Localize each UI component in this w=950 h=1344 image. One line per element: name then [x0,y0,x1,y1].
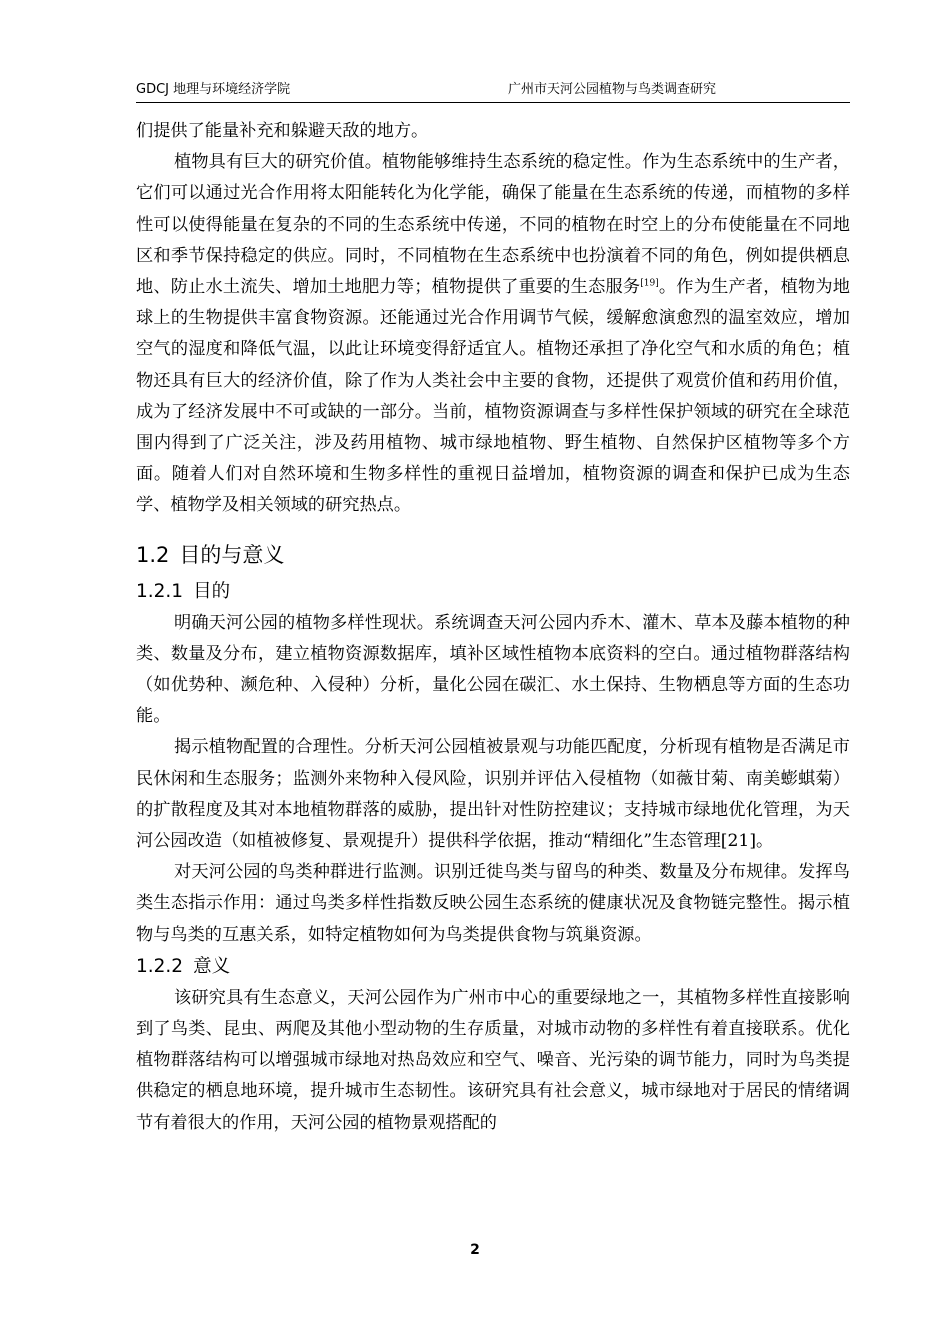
citation-ref: [19] [640,278,659,289]
section-title: 目的与意义 [179,542,285,567]
page-number: 2 [470,1242,480,1258]
subsection-number: 1.2.2 [136,955,184,977]
paragraph-significance: 该研究具有生态意义，天河公园作为广州市中心的重要绿地之一，其植物多样性直接影响到了鸟类、昆虫、两爬及其他小型动物的生存质量，对城市动物的多样性有着直接联系。优化植物群落结构可以增强城市绿地对热岛效应和空气、噪音、光污染的调节能力，同时为鸟类提供稳定的栖息地环境，提升城市生态韧性。该研究具有社会意义，城市绿地对于居民的情绪调节有着很大的作用，天河公园的植物景观搭配的 [136,987,850,1133]
paragraph-plant-configuration: 揭示植物配置的合理性。分析天河公园植被景观与功能匹配度，分析现有植物是否满足市民休闲和生态服务；监测外来物种入侵风险，识别并评估入侵植物（如薇甘菊、南美蟛蜞菊）的扩散程度及其对本地植物群落的威胁，提出针对性防控建议；支持城市绿地优化管理，为天河公园改造（如植被修复、景观提升）提供科学依据，推动“精细化”生态管理[21]。 [136,737,850,852]
subsection-title: 意义 [193,955,231,977]
header-school: GDCJ 地理与环境经济学院 [136,82,291,97]
paragraph-plant-research-value [136,147,850,521]
page-header [136,76,850,103]
paragraph-continuation: 们提供了能量补充和躲避天敌的地方。 [136,121,429,141]
paragraph-text: 。作为生产者，植物为地球上的生物提供丰富食物资源。还能通过光合作用调节气候，缓解愈演愈烈的温室效应，增加空气的湿度和降低气温，以此让环境变得舒适宜人。植物还承担了净化空气和水质的角色；植物还具有巨大的经济价值，除了作为人类社会中主要的食物，还提供了观赏价值和药用价值，成为了经济发展中不可或缺的一部分。当前，植物资源调查与多样性保护领域的研究在全球范围内得到了广泛关注，涉及药用植物、城市绿地植物、野生植物、自然保护区植物等多个方面。随着人们对自然环境和生物多样性的重视日益增加，植物资源的调查和保护已成为生态学、植物学及相关领域的研究热点。 [136,277,850,516]
document-body [136,116,850,1139]
subsection-heading-purpose [136,576,850,608]
paragraph-bird-monitoring: 对天河公园的鸟类种群进行监测。识别迁徙鸟类与留鸟的种类、数量及分布规律。发挥鸟类生态指示作用：通过鸟类多样性指数反映公园生态系统的健康状况及食物链完整性。揭示植物与鸟类的互惠关系，如特定植物如何为鸟类提供食物与筑巢资源。 [136,862,850,945]
subsection-number: 1.2.1 [136,580,184,602]
subsection-heading-significance [136,951,850,983]
paragraph-text: 植物具有巨大的研究价值。植物能够维持生态系统的稳定性。作为生态系统中的生产者，它们可以通过光合作用将太阳能转化为化学能，确保了能量在生态系统的传递，而植物的多样性可以使得能量在复杂的不同的生态系统中传递，不同的植物在时空上的分布使能量在不同地区和季节保持稳定的供应。同时，不同植物在生态系统中也扮演着不同的角色，例如提供栖息地、防止水土流失、增加土地肥力等；植物提供了重要的生态服务 [136,152,850,298]
header-thesis-title: 广州市天河公园植物与鸟类调查研究 [508,82,717,97]
section-heading-purpose-significance [136,538,850,572]
paragraph-plant-diversity-status: 明确天河公园的植物多样性现状。系统调查天河公园内乔木、灌木、草本及藤本植物的种类、数量及分布，建立植物资源数据库，填补区域性植物本底资料的空白。通过植物群落结构（如优势种、濒危种、入侵种）分析，量化公园在碳汇、水土保持、生物栖息等方面的生态功能。 [136,612,850,727]
subsection-title: 目的 [193,580,231,602]
section-number: 1.2 [136,542,170,567]
